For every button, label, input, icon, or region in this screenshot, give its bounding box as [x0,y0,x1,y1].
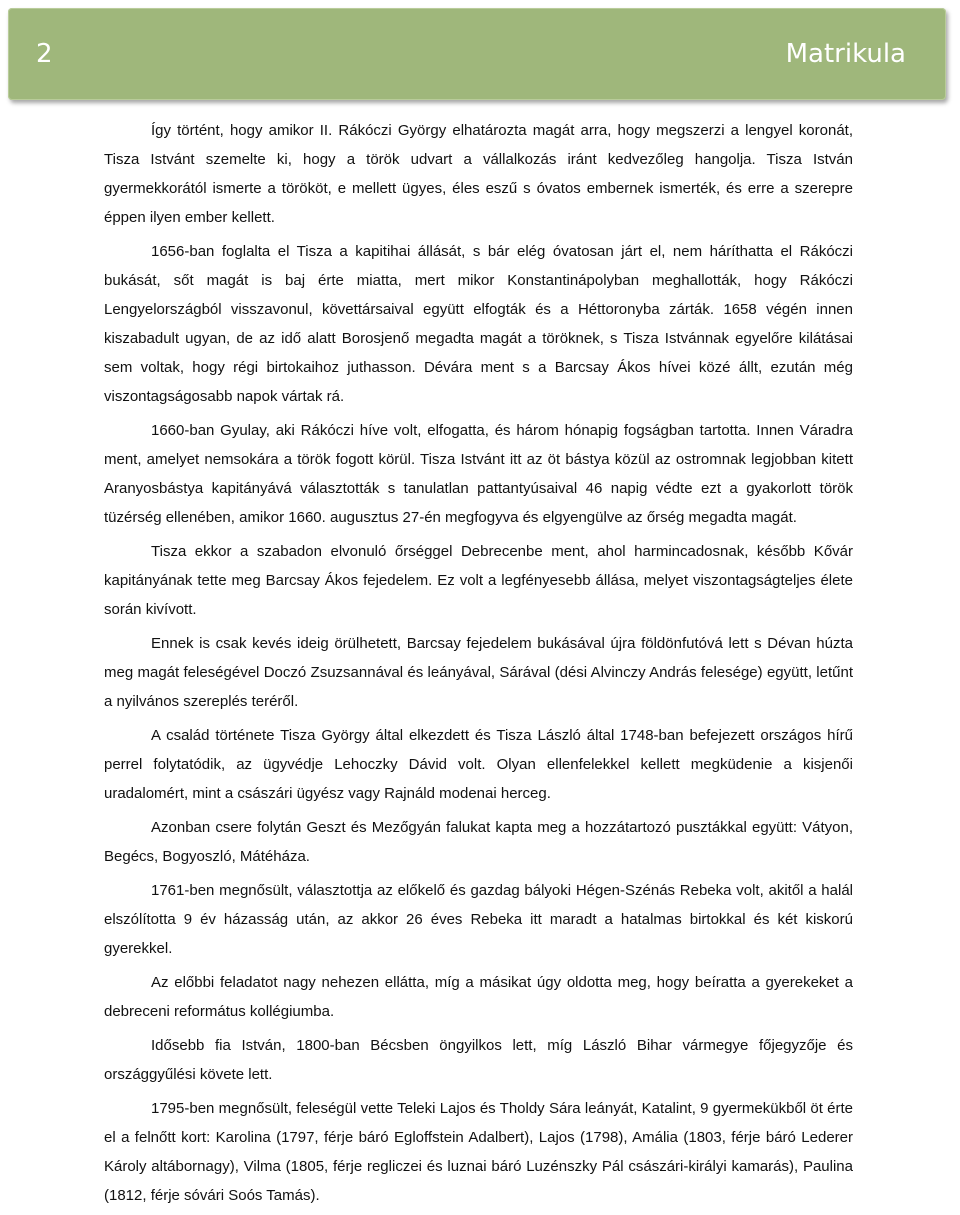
paragraph: 1761-ben megnősült, választottja az előkelő és gazdag bályoki Hégen-Szénás Rebeka volt, akitől a halál elszólította 9 év házasság után, az akkor 26 éves Rebeka itt maradt a hatalmas birtokkal és két kiskorú gyerekkel. [104,882,853,957]
body-text [104,116,853,1215]
paragraph: A család története Tisza György által elkezdett és Tisza László által 1748-ban befejezett országos hírű perrel folytatódik, az ügyvédje Lehoczky Dávid volt. Olyan ellenfelekkel kellett megküdenie a kisjenői uradalomért, mint a császári ügyész vagy Rajnáld modenai herceg. [104,727,853,802]
paragraph: Idősebb fia István, 1800-ban Bécsben öngyilkos lett, míg László Bihar vármegye főjegyzője és országgyűlési követe lett. [104,1037,853,1083]
paragraph: Tisza ekkor a szabadon elvonuló őrséggel Debrecenbe ment, ahol harmincadosnak, később Kővár kapitányának tette meg Barcsay Ákos fejedelem. Ez volt a legfényesebb állása, melyet viszontagságteljes élete során kivívott. [104,543,853,618]
page-header [8,8,946,100]
paragraph: 1660-ban Gyulay, aki Rákóczi híve volt, elfogatta, és három hónapig fogságban tartotta. Innen Váradra ment, amelyet nemsokára a török fogott körül. Tisza Istvánt itt az öt bástya közül az ostromnak legjobban kitett Aranyosbástya kapitányává választották s tanulatlan pattantyúsaival 46 napig védte ezt a gyakorlott török tüzérség ellenében, amikor 1660. augusztus 27-én megfogyva és elgyengülve az őrség megadta magát. [104,422,853,526]
paragraph: Így történt, hogy amikor II. Rákóczi György elhatározta magát arra, hogy megszerzi a lengyel koronát, Tisza Istvánt szemelte ki, hogy a török udvart a vállalkozás iránt kedvezőleg hangolja. Tisza István gyermekkorától ismerte a törököt, e mellett ügyes, éles eszű s óvatos embernek ismerték, és erre a szerepre éppen ilyen ember kellett. [104,122,853,226]
header-title: Matrikula [785,39,906,69]
page-number: 2 [36,39,53,69]
paragraph: Az előbbi feladatot nagy nehezen ellátta, míg a másikat úgy oldotta meg, hogy beíratta a gyerekeket a debreceni református kollégiumba. [104,974,853,1020]
paragraph: Azonban csere folytán Geszt és Mezőgyán falukat kapta meg a hozzátartozó pusztákkal együtt: Vátyon, Begécs, Bogyoszló, Mátéháza. [104,819,853,865]
paragraph: 1795-ben megnősült, feleségül vette Teleki Lajos és Tholdy Sára leányát, Katalint, 9 gyermekükből öt érte el a felnőtt kort: Karolina (1797, férje báró Egloffstein Adalbert), Lajos (1798), Amália (1803, férje báró Lederer Károly altábornagy), Vilma (1805, férje regliczei és luznai báró Luzénszky Pál császári-királyi kamarás), Paulina (1812, férje sóvári Soós Tamás). [104,1100,853,1204]
paragraph: 1656-ban foglalta el Tisza a kapitihai állását, s bár elég óvatosan járt el, nem háríthatta el Rákóczi bukását, sőt magát is baj érte miatta, mert mikor Konstantinápolyban meghallották, hogy Rákóczi Lengyelországból visszavonul, követtársaival együtt elfogták és a Héttoronyba zárták. 1658 végén innen kiszabadult ugyan, de az idő alatt Borosjenő megadta magát a töröknek, s Tisza Istvánnak egyelőre kilátásai sem voltak, hogy régi birtokaihoz juthasson. Dévára ment s a Barcsay Ákos hívei közé állt, ezután még viszontagságosabb napok vártak rá. [104,243,853,405]
paragraph: Ennek is csak kevés ideig örülhetett, Barcsay fejedelem bukásával újra földönfutóvá lett s Dévan húzta meg magát feleségével Doczó Zsuzsannával és leányával, Sárával (dési Alvinczy András felesége) együtt, letűnt a nyilvános szereplés teréről. [104,635,853,710]
